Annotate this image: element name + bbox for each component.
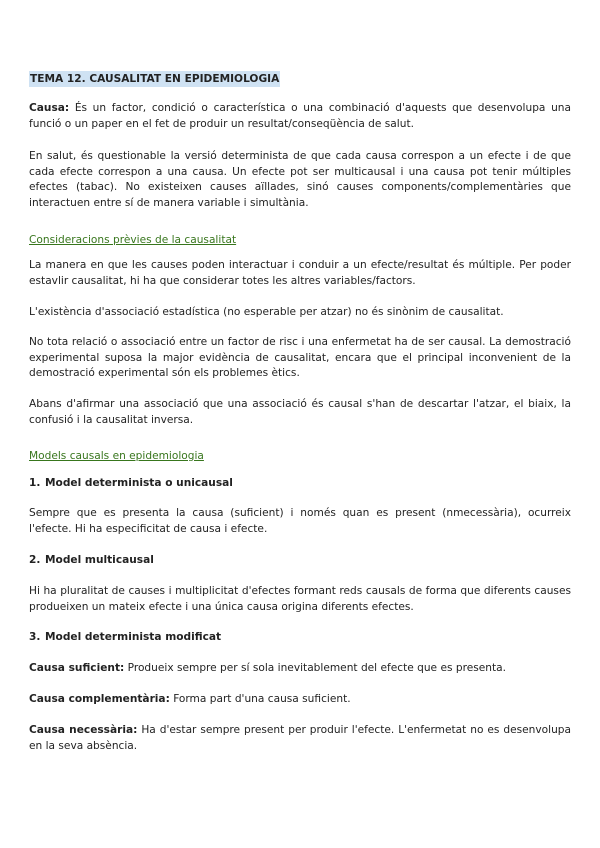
model1-description [29,506,571,537]
causa-term: Causa: [29,102,70,114]
paragraph-manera-text: La manera en que les causes poden interactuar i conduir a un efecte/resultat és múltiple. Per poder estavlir causalitat, hi ha que considerar totes les altres variables/factors. [29,259,571,287]
model1-number: 1. [29,477,41,489]
model3-number: 3. [29,631,41,643]
model2-heading [29,553,571,568]
model2-description [29,584,571,615]
model2-text: Hi ha pluralitat de causes i multiplicitat d'efectes formant reds causals de forma que diferents causes produeixen un mateix efecte i una única causa origina diferents efectes. [29,585,571,613]
section-heading-models-text[interactable]: Models causals en epidemiologia [29,450,204,462]
def-suficient [29,661,571,677]
def-suficient-term: Causa suficient: [29,662,125,674]
paragraph-abans-text: Abans d'afirmar una associació que una associació és causal s'han de descartar l'atzar, el biaix, la confusió i la causalitat inversa. [29,398,571,426]
paragraph-existencia-text: L'existència d'associació estadística (no esperable per atzar) no és sinònim de causalitat. [29,306,504,318]
def-complementaria-text: Forma part d'una causa suficient. [169,693,351,705]
model1-text: Sempre que es presenta la causa (suficient) i només quan es present (nmecessària), ocurreix l'efecte. Hi ha especificitat de causa i efecte. [29,507,571,535]
paragraph-existencia [29,305,571,321]
page-title: TEMA 12. CAUSALITAT EN EPIDEMIOLOGIA [30,73,280,85]
model2-title: Model multicausal [45,554,154,566]
causa-text: És un factor, condició o característica o una combinació d'aquests que desenvolupa una funció o un paper en el fet de produir un resultat/conseqüència de salut. [29,102,571,130]
model3-title: Model determinista modificat [45,631,222,643]
paragraph-abans [29,397,571,428]
def-complementaria-term: Causa complementària: [29,693,170,705]
def-necessaria [29,723,571,754]
model3-heading [29,630,571,645]
section-heading-consideracions[interactable] [29,228,571,248]
section-heading-models[interactable] [29,444,571,464]
model2-number: 2. [29,554,41,566]
def-necessaria-term: Causa necessària: [29,724,138,736]
model1-title: Model determinista o unicausal [45,477,233,489]
paragraph-salut-text: En salut, és questionable la versió determinista de que cada causa correspon a un efecte i de que cada efecte correspon a una causa. Un efecte pot ser multicausal i una causa pot tenir múltiples efectes (tabac). No existeixen causes aïllades, sinó causes components/complementàries que interactuen entre sí de manera variable i simultània. [29,150,571,209]
paragraph-manera [29,258,571,289]
def-suficient-text: Produeix sempre per sí sola inevitablement del efecte que es presenta. [124,662,506,674]
model1-heading [29,476,571,491]
paragraph-salut [29,149,571,211]
def-complementaria [29,692,571,708]
def-necessaria-text: Ha d'estar sempre present per produir l'efecte. L'enfermetat no es desenvolupa en la seva absència. [29,724,571,752]
paragraph-tota [29,335,571,382]
causa-definition [29,101,571,132]
paragraph-tota-text: No tota relació o associació entre un factor de risc i una enfermetat ha de ser causal. La demostració experimental suposa la major evidència de causalitat, encara que el principal inconvenient de la demostració experimental són els problemes ètics. [29,336,571,380]
section-heading-consideracions-text[interactable]: Consideracions prèvies de la causalitat [29,234,237,246]
